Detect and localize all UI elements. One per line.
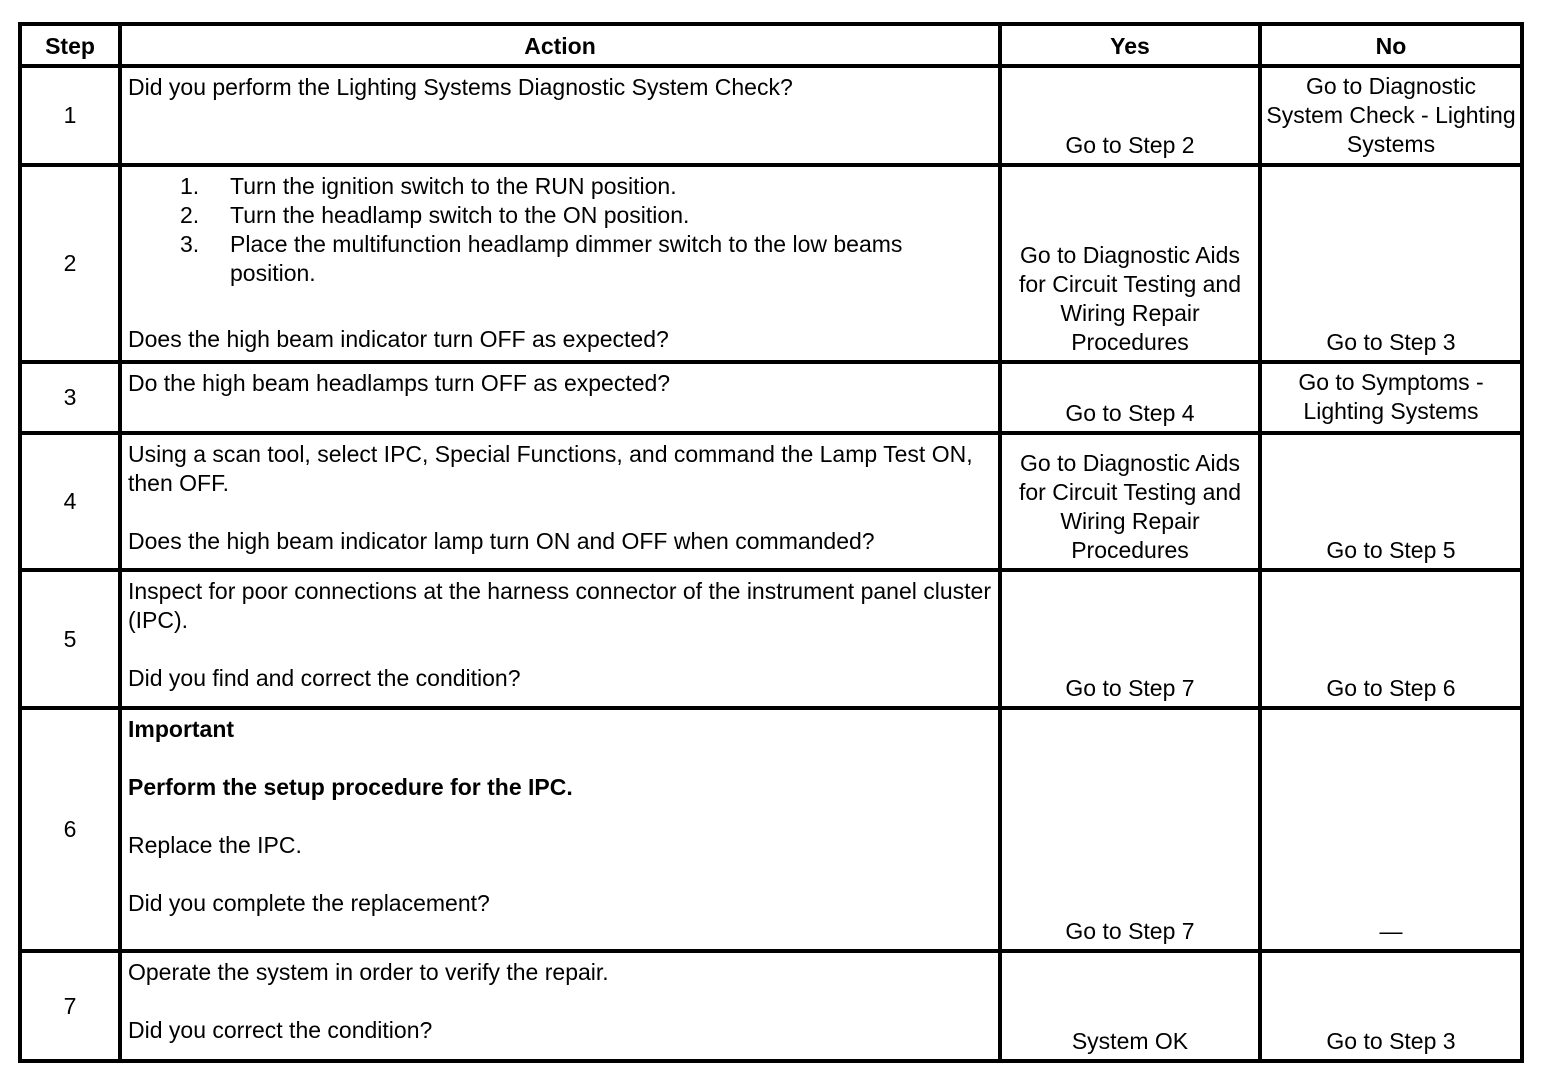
step-number: 4 [20, 433, 120, 570]
no-cell: Go to Step 5 [1260, 433, 1522, 570]
step-number: 1 [20, 66, 120, 165]
yes-cell: Go to Step 4 [1000, 362, 1260, 433]
step-number: 3 [20, 362, 120, 433]
action-text: Using a scan tool, select IPC, Special Functions, and command the Lamp Test ON, then OFF. [128, 441, 973, 496]
action-text: Inspect for poor connections at the harness connector of the instrument panel cluster (IPC). [128, 578, 991, 633]
action-text: Did you perform the Lighting Systems Diagnostic System Check? [128, 74, 793, 100]
step-number: 7 [20, 951, 120, 1061]
procedure-list [128, 172, 992, 288]
header-action: Action [120, 24, 1000, 66]
table-row [20, 570, 1522, 708]
important-note: Perform the setup procedure for the IPC. [128, 774, 573, 800]
action-cell [120, 951, 1000, 1061]
yes-cell: System OK [1000, 951, 1260, 1061]
table-row [20, 433, 1522, 570]
step-number: 2 [20, 165, 120, 362]
action-question: Did you complete the replacement? [128, 890, 490, 916]
table-row [20, 66, 1522, 165]
action-text: Operate the system in order to verify the repair. [128, 959, 609, 985]
no-cell: Go to Step 3 [1260, 951, 1522, 1061]
yes-cell: Go to Diagnostic Aids for Circuit Testing and Wiring Repair Procedures [1000, 165, 1260, 362]
header-yes: Yes [1000, 24, 1260, 66]
header-row [20, 24, 1522, 66]
action-cell [120, 66, 1000, 165]
action-cell [120, 570, 1000, 708]
action-cell [120, 165, 1000, 362]
action-question: Did you find and correct the condition? [128, 665, 521, 691]
header-no: No [1260, 24, 1522, 66]
action-text: Replace the IPC. [128, 832, 302, 858]
table-row [20, 362, 1522, 433]
no-cell: Go to Symptoms - Lighting Systems [1260, 362, 1522, 433]
table-row [20, 165, 1522, 362]
list-item: 2. Turn the headlamp switch to the ON position. [180, 202, 690, 228]
action-question: Did you correct the condition? [128, 1017, 433, 1043]
action-question: Does the high beam indicator turn OFF as expected? [128, 326, 669, 352]
no-cell: — [1260, 708, 1522, 951]
step-number: 5 [20, 570, 120, 708]
header-step: Step [20, 24, 120, 66]
yes-cell: Go to Step 7 [1000, 570, 1260, 708]
action-cell [120, 708, 1000, 951]
no-cell: Go to Step 3 [1260, 165, 1522, 362]
action-text: Do the high beam headlamps turn OFF as expected? [128, 370, 671, 396]
no-cell: Go to Diagnostic System Check - Lighting Systems [1260, 66, 1522, 165]
table-row [20, 951, 1522, 1061]
list-item: 1. Turn the ignition switch to the RUN position. [180, 173, 677, 199]
diagnostic-table [18, 22, 1524, 1063]
action-cell [120, 362, 1000, 433]
action-cell [120, 433, 1000, 570]
step-number: 6 [20, 708, 120, 951]
table-row [20, 708, 1522, 951]
yes-cell: Go to Step 2 [1000, 66, 1260, 165]
yes-cell: Go to Step 7 [1000, 708, 1260, 951]
yes-cell: Go to Diagnostic Aids for Circuit Testing and Wiring Repair Procedures [1000, 433, 1260, 570]
no-cell: Go to Step 6 [1260, 570, 1522, 708]
important-label: Important [128, 716, 235, 742]
action-question: Does the high beam indicator lamp turn ON and OFF when commanded? [128, 528, 875, 554]
list-item: 3. Place the multifunction headlamp dimmer switch to the low beams position. [180, 231, 903, 286]
